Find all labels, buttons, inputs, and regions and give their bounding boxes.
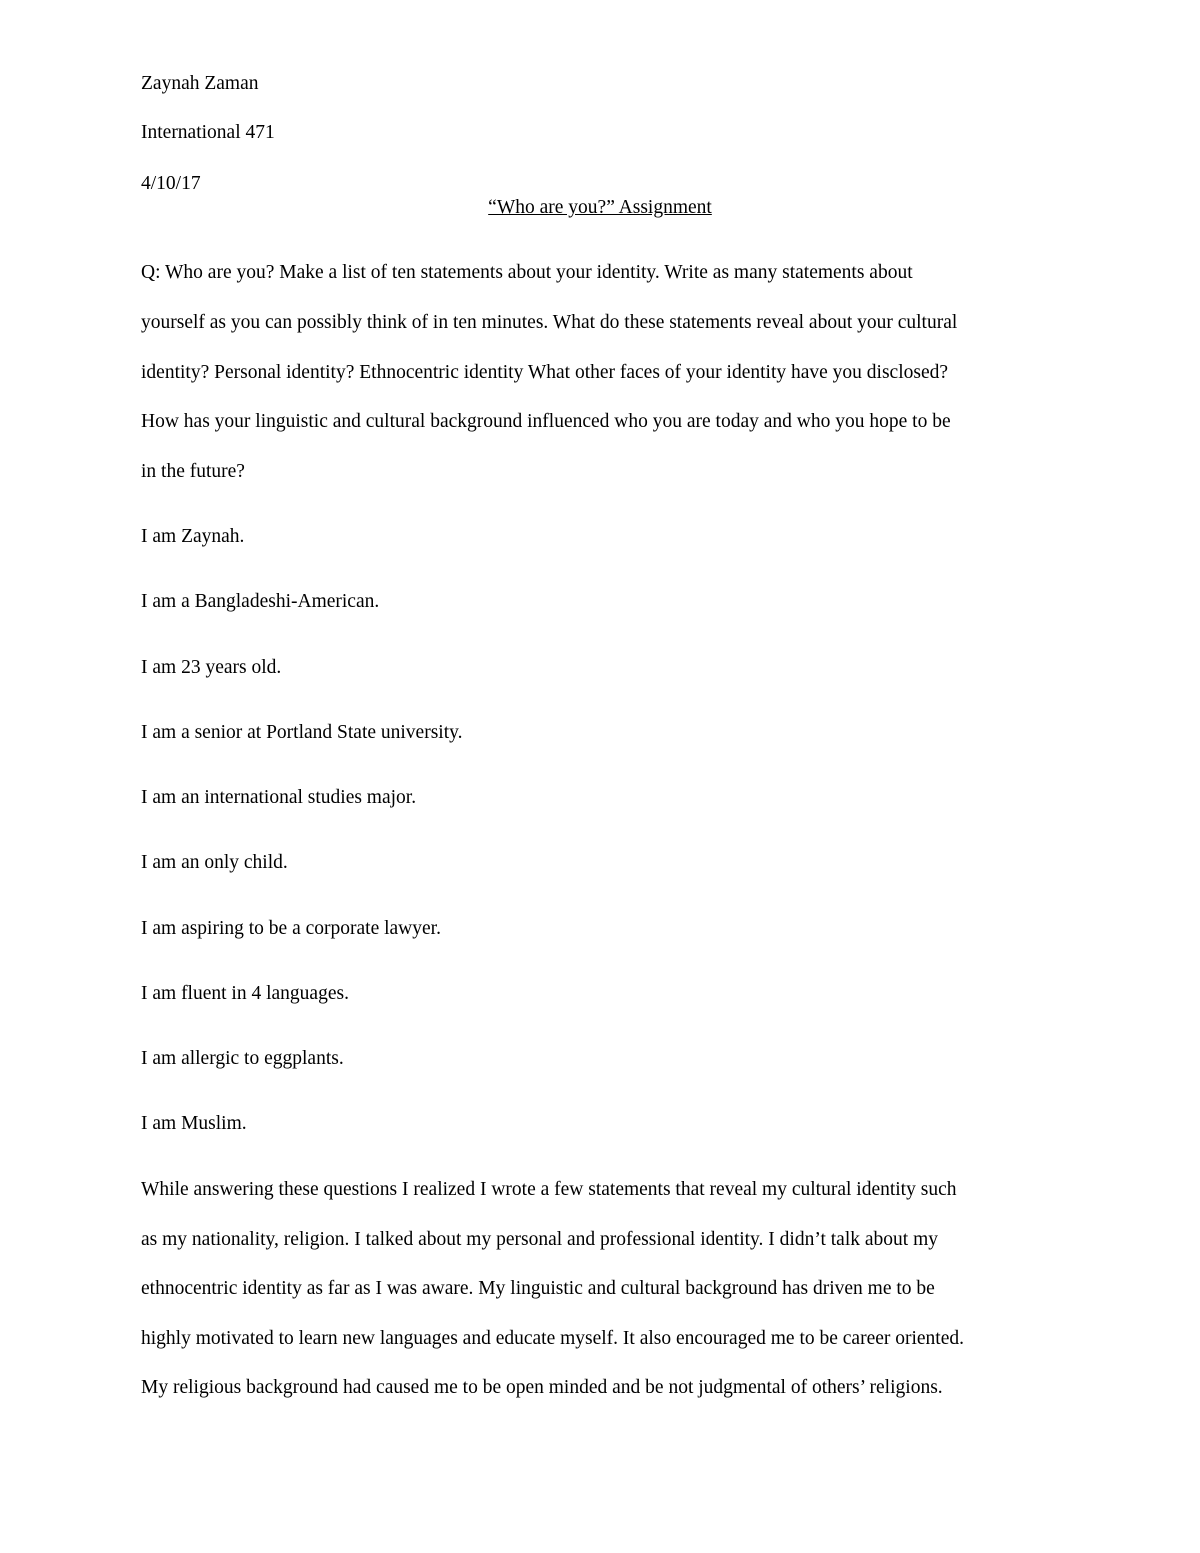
course-name: International 471 (141, 122, 275, 143)
answer-line: ethnocentric identity as far as I was aware. My linguistic and cultural background has driven me to be (141, 1278, 935, 1299)
assignment-title: “Who are you?” Assignment (488, 197, 712, 218)
statement-item: I am a senior at Portland State university. (141, 722, 463, 743)
assignment-date: 4/10/17 (141, 173, 201, 194)
statement-item: I am Zaynah. (141, 526, 245, 547)
answer-line: My religious background had caused me to be open minded and be not judgmental of others’ religions. (141, 1377, 943, 1398)
statement-item: I am aspiring to be a corporate lawyer. (141, 918, 441, 939)
statement-item: I am an only child. (141, 852, 288, 873)
answer-line: highly motivated to learn new languages and educate myself. It also encouraged me to be career oriented. (141, 1328, 965, 1349)
question-line: identity? Personal identity? Ethnocentric identity What other faces of your identity have you disclosed? (141, 362, 949, 383)
question-line: Q: Who are you? Make a list of ten statements about your identity. Write as many statements about (141, 262, 913, 283)
question-line: How has your linguistic and cultural background influenced who you are today and who you hope to be (141, 411, 951, 432)
question-line: yourself as you can possibly think of in ten minutes. What do these statements reveal about your cultural (141, 312, 958, 333)
statement-item: I am fluent in 4 languages. (141, 983, 349, 1004)
statement-item: I am allergic to eggplants. (141, 1048, 344, 1069)
statement-item: I am a Bangladeshi-American. (141, 591, 380, 612)
question-line: in the future? (141, 461, 245, 482)
statement-item: I am Muslim. (141, 1113, 247, 1134)
statement-item: I am 23 years old. (141, 657, 282, 678)
statement-item: I am an international studies major. (141, 787, 417, 808)
answer-line: While answering these questions I realized I wrote a few statements that reveal my cultural identity such (141, 1179, 957, 1200)
answer-line: as my nationality, religion. I talked about my personal and professional identity. I didn’t talk about my (141, 1229, 938, 1250)
author-name: Zaynah Zaman (141, 73, 259, 94)
